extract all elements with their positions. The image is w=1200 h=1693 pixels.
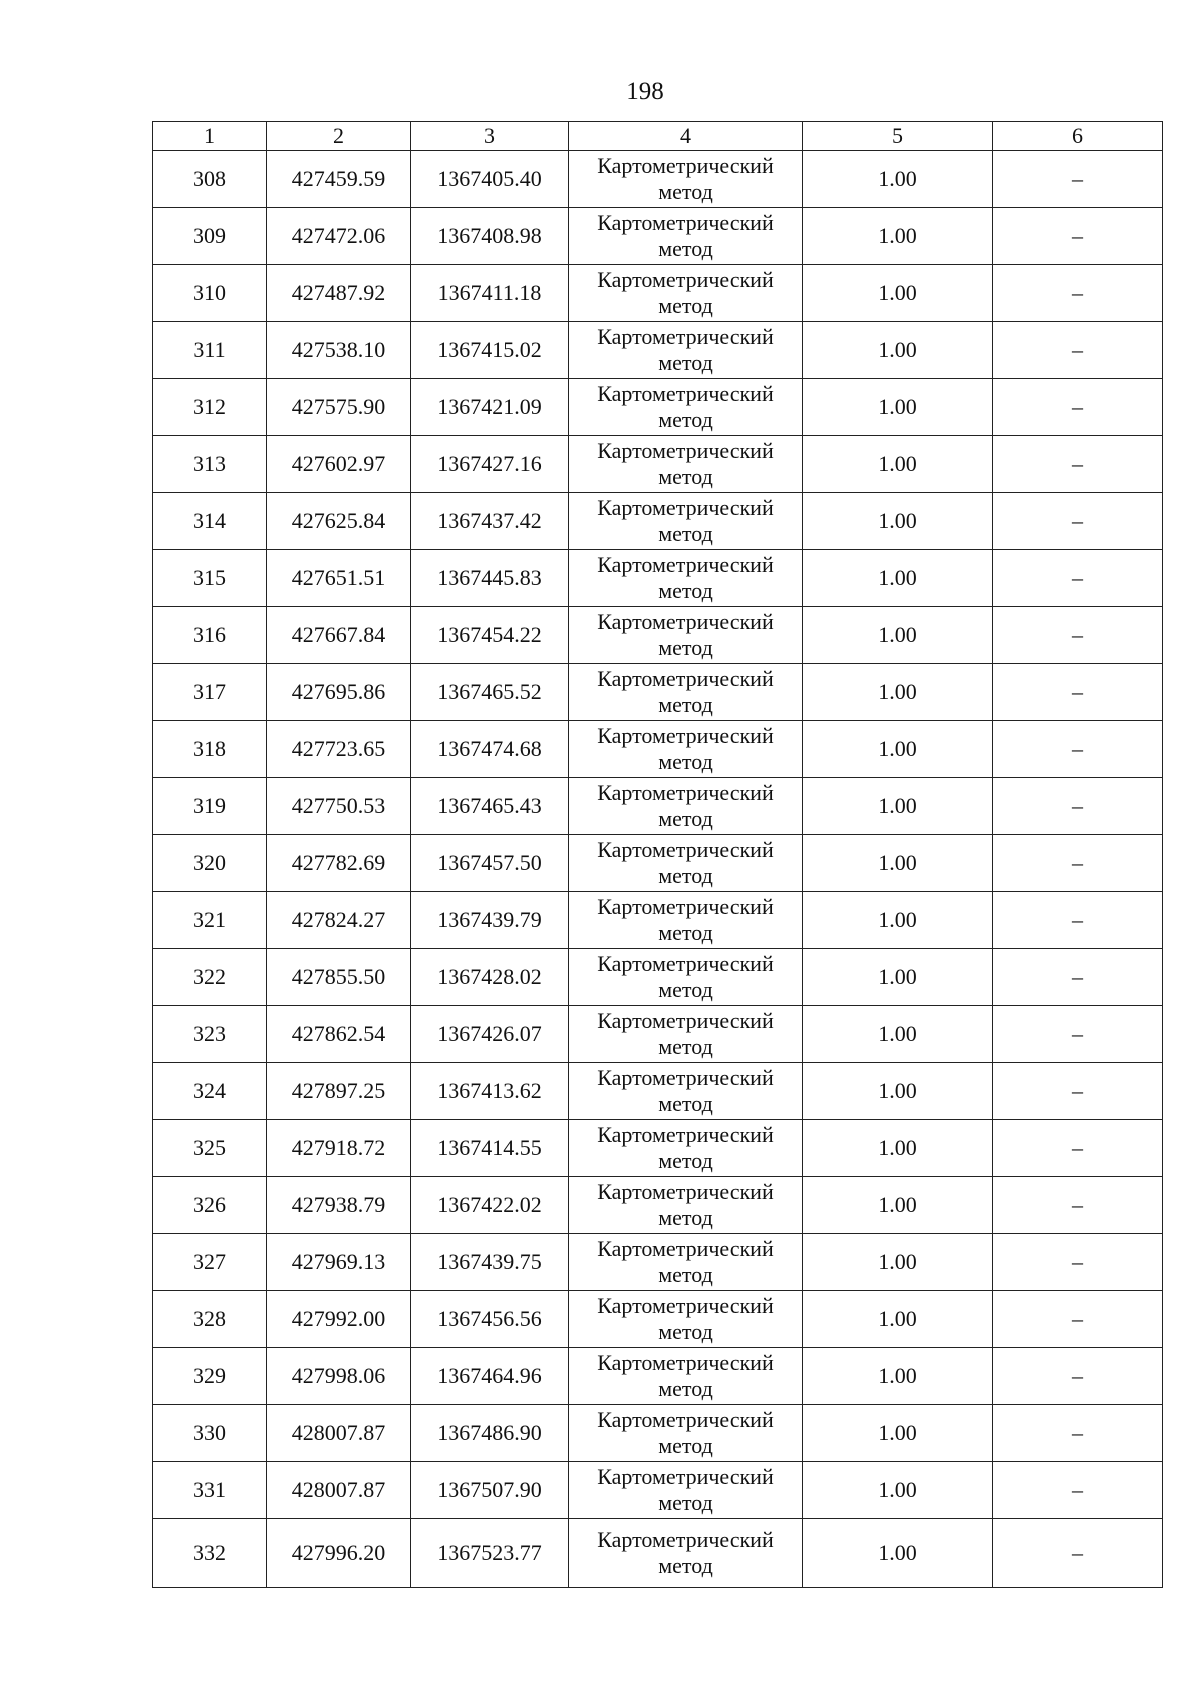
method-cell: Картометрический метод [569, 1291, 803, 1348]
column-header-1: 1 [153, 122, 267, 151]
note-cell: – [993, 1234, 1163, 1291]
accuracy-cell: 1.00 [803, 1462, 993, 1519]
table-row [153, 1348, 1163, 1405]
y-coordinate-cell: 1367445.83 [411, 550, 569, 607]
column-header-2: 2 [267, 122, 411, 151]
point-number-cell: 319 [153, 778, 267, 835]
table-row [153, 1063, 1163, 1120]
x-coordinate-cell: 428007.87 [267, 1462, 411, 1519]
x-coordinate-cell: 427824.27 [267, 892, 411, 949]
table-row [153, 1462, 1163, 1519]
note-cell: – [993, 1120, 1163, 1177]
y-coordinate-cell: 1367428.02 [411, 949, 569, 1006]
method-cell: Картометрический метод [569, 1063, 803, 1120]
accuracy-cell: 1.00 [803, 1234, 993, 1291]
note-cell: – [993, 436, 1163, 493]
table-row [153, 664, 1163, 721]
y-coordinate-cell: 1367437.42 [411, 493, 569, 550]
point-number-cell: 326 [153, 1177, 267, 1234]
note-cell: – [993, 1006, 1163, 1063]
method-cell: Картометрический метод [569, 1234, 803, 1291]
note-cell: – [993, 550, 1163, 607]
y-coordinate-cell: 1367507.90 [411, 1462, 569, 1519]
accuracy-cell: 1.00 [803, 436, 993, 493]
point-number-cell: 311 [153, 322, 267, 379]
accuracy-cell: 1.00 [803, 322, 993, 379]
y-coordinate-cell: 1367486.90 [411, 1405, 569, 1462]
table-row [153, 949, 1163, 1006]
method-cell: Картометрический метод [569, 208, 803, 265]
y-coordinate-cell: 1367413.62 [411, 1063, 569, 1120]
column-header-5: 5 [803, 122, 993, 151]
note-cell: – [993, 1519, 1163, 1588]
accuracy-cell: 1.00 [803, 151, 993, 208]
y-coordinate-cell: 1367411.18 [411, 265, 569, 322]
x-coordinate-cell: 427651.51 [267, 550, 411, 607]
y-coordinate-cell: 1367456.56 [411, 1291, 569, 1348]
method-cell: Картометрический метод [569, 265, 803, 322]
table-row [153, 1177, 1163, 1234]
x-coordinate-cell: 427996.20 [267, 1519, 411, 1588]
point-number-cell: 329 [153, 1348, 267, 1405]
x-coordinate-cell: 427918.72 [267, 1120, 411, 1177]
accuracy-cell: 1.00 [803, 1348, 993, 1405]
y-coordinate-cell: 1367457.50 [411, 835, 569, 892]
note-cell: – [993, 208, 1163, 265]
y-coordinate-cell: 1367414.55 [411, 1120, 569, 1177]
y-coordinate-cell: 1367474.68 [411, 721, 569, 778]
method-cell: Картометрический метод [569, 835, 803, 892]
note-cell: – [993, 1291, 1163, 1348]
method-cell: Картометрический метод [569, 607, 803, 664]
table-row [153, 208, 1163, 265]
point-number-cell: 328 [153, 1291, 267, 1348]
note-cell: – [993, 607, 1163, 664]
method-cell: Картометрический метод [569, 949, 803, 1006]
x-coordinate-cell: 427459.59 [267, 151, 411, 208]
x-coordinate-cell: 427667.84 [267, 607, 411, 664]
method-cell: Картометрический метод [569, 493, 803, 550]
point-number-cell: 321 [153, 892, 267, 949]
table-row [153, 1006, 1163, 1063]
table-row [153, 607, 1163, 664]
note-cell: – [993, 1063, 1163, 1120]
method-cell: Картометрический метод [569, 778, 803, 835]
x-coordinate-cell: 427602.97 [267, 436, 411, 493]
accuracy-cell: 1.00 [803, 208, 993, 265]
column-header-3: 3 [411, 122, 569, 151]
accuracy-cell: 1.00 [803, 493, 993, 550]
table-row [153, 1291, 1163, 1348]
note-cell: – [993, 664, 1163, 721]
note-cell: – [993, 493, 1163, 550]
x-coordinate-cell: 428007.87 [267, 1405, 411, 1462]
method-cell: Картометрический метод [569, 1120, 803, 1177]
point-number-cell: 330 [153, 1405, 267, 1462]
note-cell: – [993, 379, 1163, 436]
point-number-cell: 320 [153, 835, 267, 892]
table-row [153, 550, 1163, 607]
y-coordinate-cell: 1367405.40 [411, 151, 569, 208]
note-cell: – [993, 322, 1163, 379]
method-cell: Картометрический метод [569, 892, 803, 949]
point-number-cell: 323 [153, 1006, 267, 1063]
table-row [153, 322, 1163, 379]
accuracy-cell: 1.00 [803, 1006, 993, 1063]
method-cell: Картометрический метод [569, 664, 803, 721]
x-coordinate-cell: 427782.69 [267, 835, 411, 892]
method-cell: Картометрический метод [569, 379, 803, 436]
header-row [153, 122, 1163, 151]
x-coordinate-cell: 427855.50 [267, 949, 411, 1006]
y-coordinate-cell: 1367408.98 [411, 208, 569, 265]
point-number-cell: 314 [153, 493, 267, 550]
y-coordinate-cell: 1367422.02 [411, 1177, 569, 1234]
y-coordinate-cell: 1367465.52 [411, 664, 569, 721]
accuracy-cell: 1.00 [803, 1519, 993, 1588]
method-cell: Картометрический метод [569, 1348, 803, 1405]
point-number-cell: 318 [153, 721, 267, 778]
x-coordinate-cell: 427998.06 [267, 1348, 411, 1405]
method-cell: Картометрический метод [569, 550, 803, 607]
table-row [153, 379, 1163, 436]
point-number-cell: 332 [153, 1519, 267, 1588]
point-number-cell: 331 [153, 1462, 267, 1519]
point-number-cell: 315 [153, 550, 267, 607]
x-coordinate-cell: 427625.84 [267, 493, 411, 550]
y-coordinate-cell: 1367439.79 [411, 892, 569, 949]
method-cell: Картометрический метод [569, 322, 803, 379]
method-cell: Картометрический метод [569, 721, 803, 778]
point-number-cell: 324 [153, 1063, 267, 1120]
accuracy-cell: 1.00 [803, 265, 993, 322]
point-number-cell: 325 [153, 1120, 267, 1177]
y-coordinate-cell: 1367415.02 [411, 322, 569, 379]
note-cell: – [993, 1177, 1163, 1234]
note-cell: – [993, 265, 1163, 322]
accuracy-cell: 1.00 [803, 721, 993, 778]
method-cell: Картометрический метод [569, 436, 803, 493]
table-row [153, 151, 1163, 208]
x-coordinate-cell: 427750.53 [267, 778, 411, 835]
accuracy-cell: 1.00 [803, 550, 993, 607]
x-coordinate-cell: 427538.10 [267, 322, 411, 379]
point-number-cell: 322 [153, 949, 267, 1006]
note-cell: – [993, 1405, 1163, 1462]
method-cell: Картометрический метод [569, 151, 803, 208]
accuracy-cell: 1.00 [803, 835, 993, 892]
point-number-cell: 309 [153, 208, 267, 265]
x-coordinate-cell: 427969.13 [267, 1234, 411, 1291]
point-number-cell: 312 [153, 379, 267, 436]
method-cell: Картометрический метод [569, 1006, 803, 1063]
y-coordinate-cell: 1367454.22 [411, 607, 569, 664]
x-coordinate-cell: 427723.65 [267, 721, 411, 778]
accuracy-cell: 1.00 [803, 607, 993, 664]
y-coordinate-cell: 1367523.77 [411, 1519, 569, 1588]
page-number: 198 [626, 78, 664, 105]
column-header-6: 6 [993, 122, 1163, 151]
accuracy-cell: 1.00 [803, 1120, 993, 1177]
table-row [153, 1234, 1163, 1291]
accuracy-cell: 1.00 [803, 1177, 993, 1234]
accuracy-cell: 1.00 [803, 1405, 993, 1462]
point-number-cell: 316 [153, 607, 267, 664]
x-coordinate-cell: 427575.90 [267, 379, 411, 436]
note-cell: – [993, 778, 1163, 835]
accuracy-cell: 1.00 [803, 949, 993, 1006]
point-number-cell: 327 [153, 1234, 267, 1291]
y-coordinate-cell: 1367421.09 [411, 379, 569, 436]
accuracy-cell: 1.00 [803, 664, 993, 721]
point-number-cell: 310 [153, 265, 267, 322]
note-cell: – [993, 835, 1163, 892]
y-coordinate-cell: 1367427.16 [411, 436, 569, 493]
point-number-cell: 313 [153, 436, 267, 493]
note-cell: – [993, 892, 1163, 949]
accuracy-cell: 1.00 [803, 1063, 993, 1120]
table-row [153, 1120, 1163, 1177]
point-number-cell: 308 [153, 151, 267, 208]
x-coordinate-cell: 427862.54 [267, 1006, 411, 1063]
accuracy-cell: 1.00 [803, 379, 993, 436]
accuracy-cell: 1.00 [803, 892, 993, 949]
table-row [153, 493, 1163, 550]
method-cell: Картометрический метод [569, 1405, 803, 1462]
table-row [153, 1519, 1163, 1588]
table-row [153, 892, 1163, 949]
note-cell: – [993, 1462, 1163, 1519]
y-coordinate-cell: 1367464.96 [411, 1348, 569, 1405]
y-coordinate-cell: 1367439.75 [411, 1234, 569, 1291]
table-row [153, 436, 1163, 493]
method-cell: Картометрический метод [569, 1462, 803, 1519]
note-cell: – [993, 949, 1163, 1006]
note-cell: – [993, 1348, 1163, 1405]
method-cell: Картометрический метод [569, 1177, 803, 1234]
note-cell: – [993, 721, 1163, 778]
y-coordinate-cell: 1367465.43 [411, 778, 569, 835]
x-coordinate-cell: 427992.00 [267, 1291, 411, 1348]
x-coordinate-cell: 427897.25 [267, 1063, 411, 1120]
x-coordinate-cell: 427938.79 [267, 1177, 411, 1234]
point-number-cell: 317 [153, 664, 267, 721]
x-coordinate-cell: 427487.92 [267, 265, 411, 322]
table-row [153, 1405, 1163, 1462]
accuracy-cell: 1.00 [803, 1291, 993, 1348]
x-coordinate-cell: 427472.06 [267, 208, 411, 265]
coordinates-table [152, 121, 1163, 1588]
note-cell: – [993, 151, 1163, 208]
column-header-4: 4 [569, 122, 803, 151]
table-row [153, 835, 1163, 892]
method-cell: Картометрический метод [569, 1519, 803, 1588]
accuracy-cell: 1.00 [803, 778, 993, 835]
y-coordinate-cell: 1367426.07 [411, 1006, 569, 1063]
x-coordinate-cell: 427695.86 [267, 664, 411, 721]
table-row [153, 778, 1163, 835]
table-row [153, 721, 1163, 778]
table-row [153, 265, 1163, 322]
